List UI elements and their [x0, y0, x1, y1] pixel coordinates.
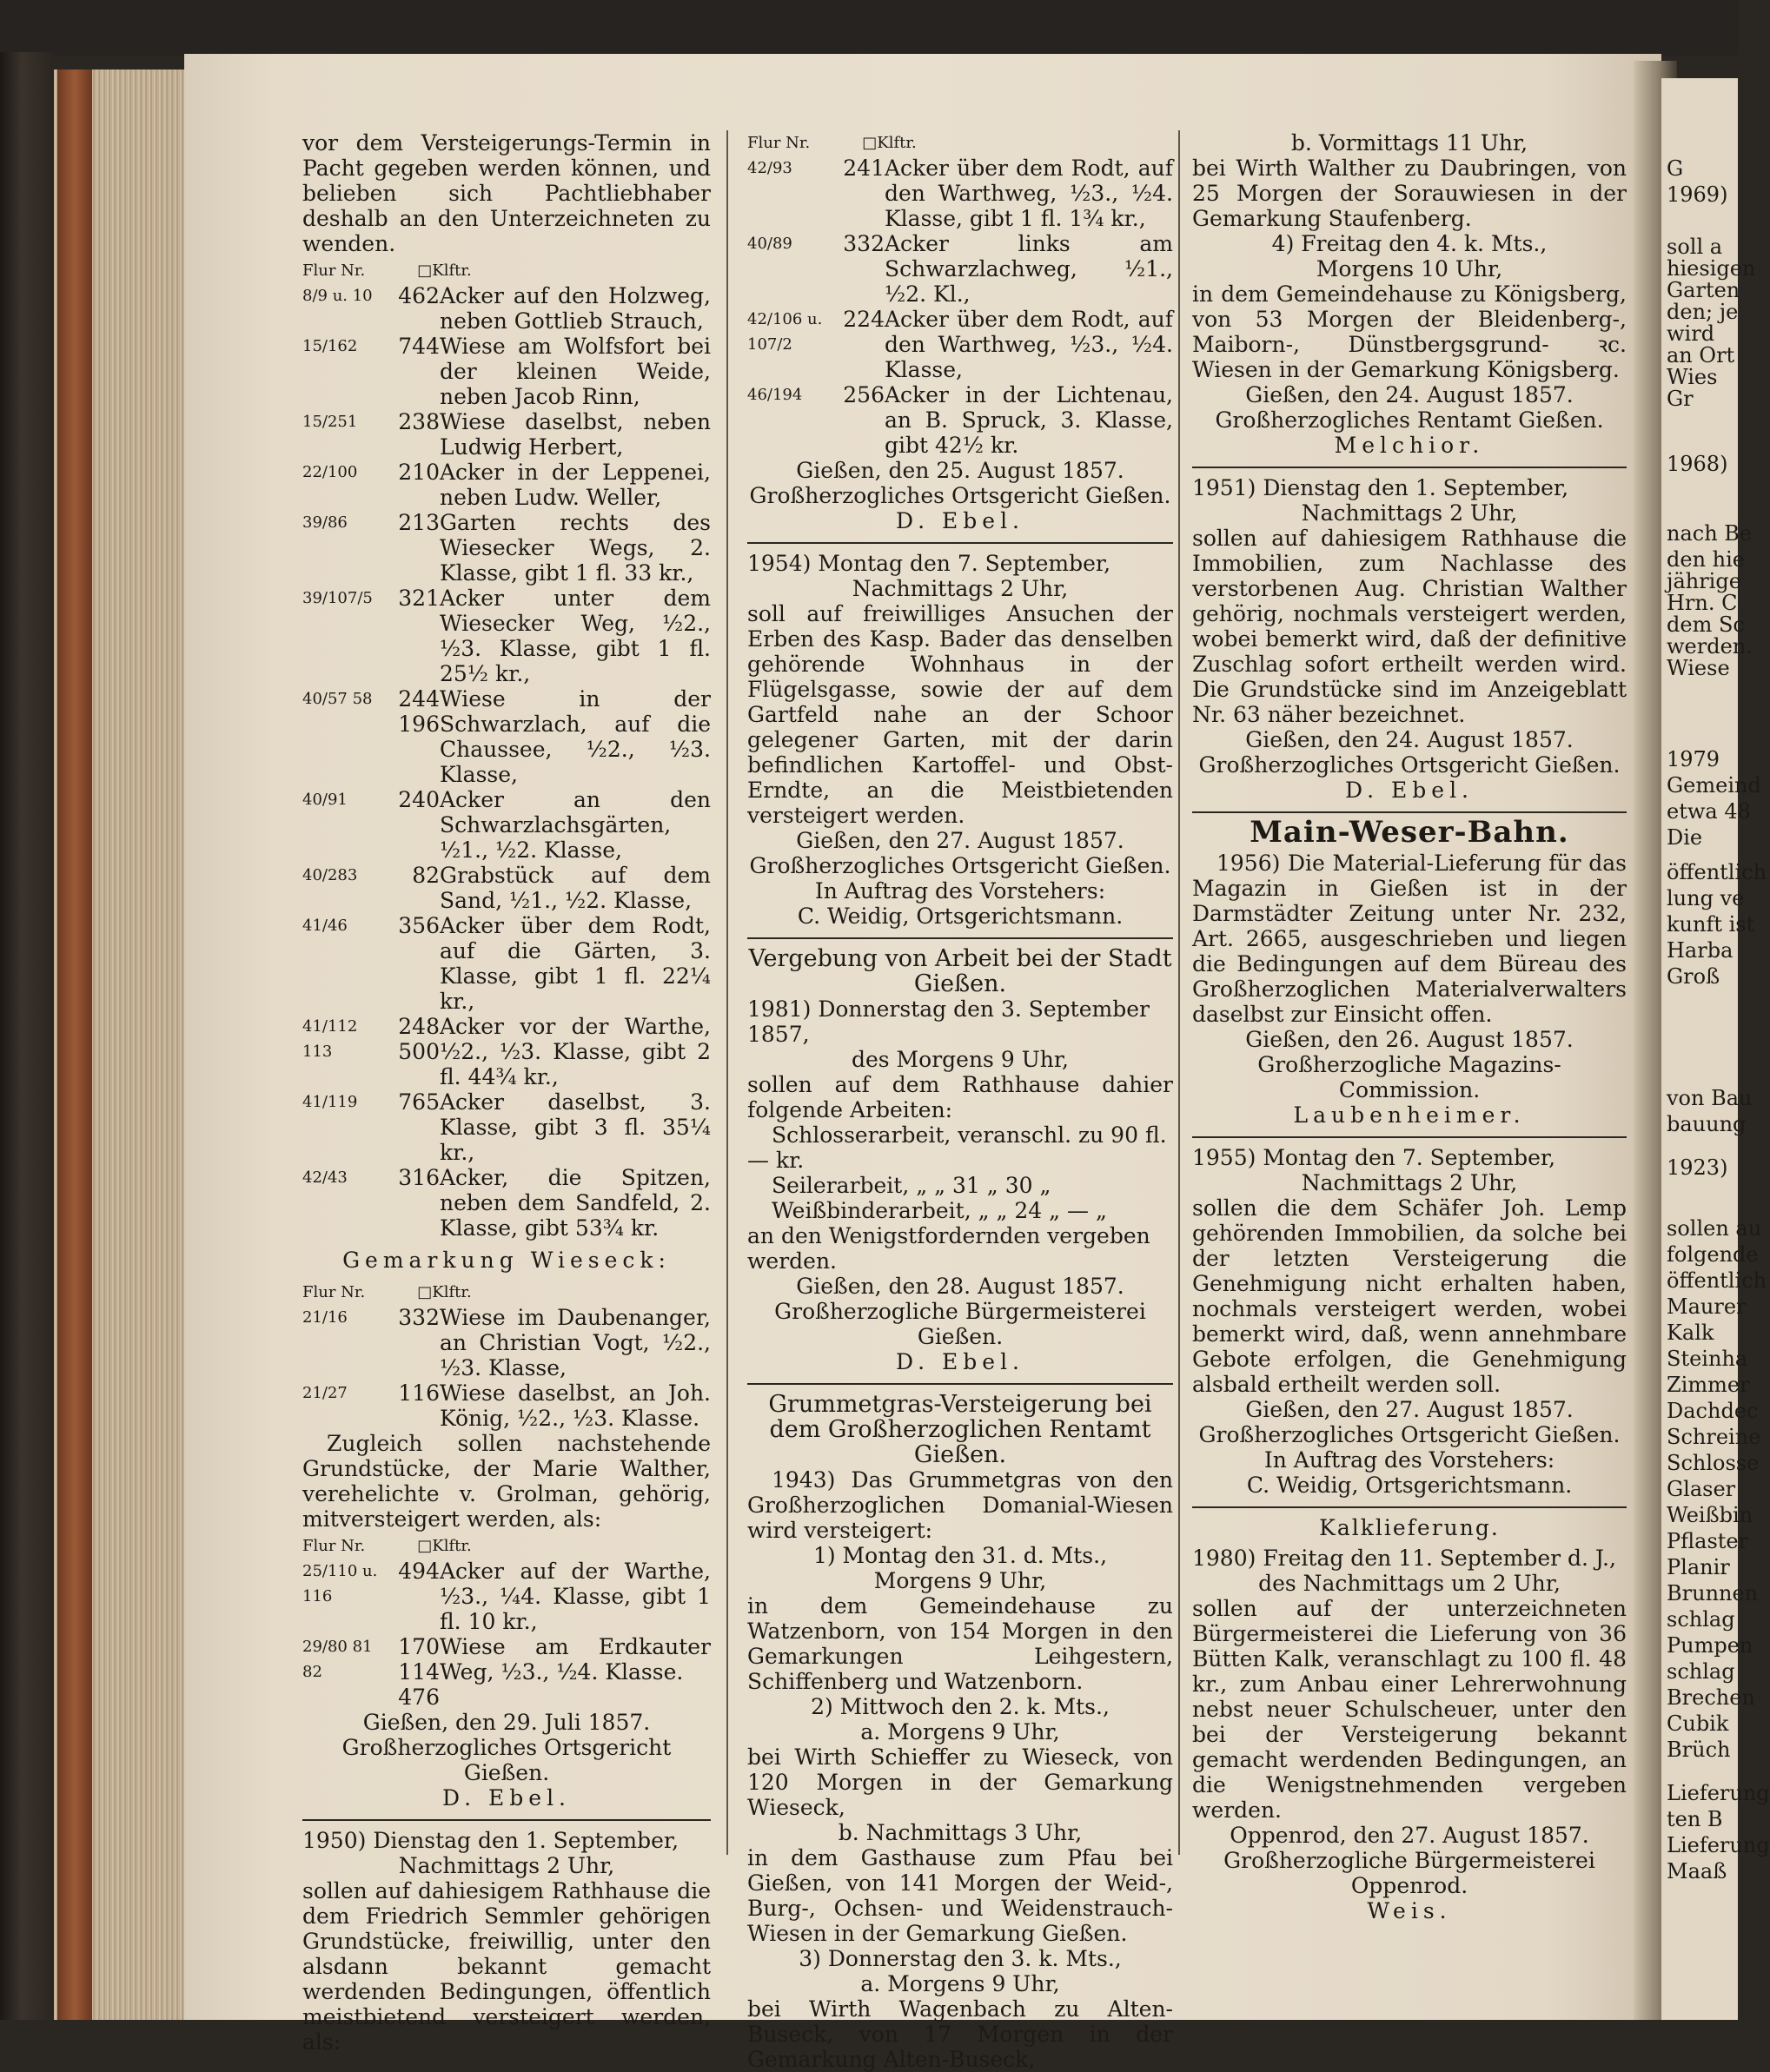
lot-row — [302, 586, 711, 686]
flur-header: Flur Nr. — [747, 134, 811, 152]
lot-row — [302, 1165, 711, 1241]
date-line: Gießen, den 29. Juli 1857. — [362, 1710, 651, 1735]
lot-area: 240 — [398, 787, 440, 812]
g2b-time: b. Nachmittags 3 Uhr, — [838, 1820, 1083, 1845]
area-header: □Klftr. — [417, 1537, 472, 1555]
next-page-fragment: 1969) — [1667, 182, 1728, 207]
column-1 — [302, 130, 711, 2055]
lot-flur-number: 40/89 — [747, 235, 792, 253]
next-page-fragment: den hie — [1667, 547, 1745, 572]
area-header: □Klftr. — [417, 1283, 472, 1301]
lot-description: Wiese daselbst, an Joh. König, ½2., ½3. Klasse. — [440, 1380, 711, 1431]
lot-flur-number: 41/112 113 — [302, 1017, 358, 1061]
next-page-fragment: G — [1667, 156, 1684, 181]
g2b-body: in dem Gasthause zum Pfau bei Gießen, von 141 Morgen der Weid-, Burg-, Ochsen- und Weidenstrauch-Wiesen in der Gemarkung Gießen. — [747, 1845, 1173, 1946]
g3-head: 3) Donnerstag den 3. k. Mts., — [799, 1946, 1122, 1971]
lot-area: 170 114 476 — [398, 1634, 440, 1710]
next-page-fragment: 1923) — [1667, 1155, 1728, 1180]
notice-1950-time: Nachmittags 2 Uhr, — [398, 1853, 615, 1878]
lot-area: 321 — [398, 586, 440, 611]
lot-description: Grabstück auf dem Sand, ½1., ½2. Klasse, — [440, 863, 711, 913]
lot-row — [302, 913, 711, 1014]
lot-flur-number: 25/110 u. 116 — [302, 1562, 378, 1605]
lot-flur-number: 39/86 — [302, 513, 348, 532]
section-title-bahn: Main-Weser-Bahn. — [1250, 815, 1569, 850]
notice-1954-head: 1954) Montag den 7. September, — [747, 551, 1111, 576]
date-line: Gießen, den 26. August 1857. — [1245, 1027, 1574, 1052]
divider — [747, 1383, 1173, 1385]
notice-1951-time: Nachmittags 2 Uhr, — [1301, 500, 1518, 526]
lot-row — [747, 307, 1173, 382]
next-page-fragment: 1968) — [1667, 452, 1728, 476]
column-3 — [1192, 130, 1627, 1923]
next-page-fragment: Steinha — [1667, 1347, 1748, 1371]
g1-body: in dem Gemeindehause zu Watzenborn, von 154 Morgen in den Gemarkungen Leihgestern, Schiffenberg und Watzenborn. — [747, 1593, 1173, 1694]
signer-line: Melchior. — [1334, 433, 1485, 458]
authority-line: Großherzogliches Ortsgericht Gießen. — [1198, 1422, 1621, 1447]
lot-description: Wiese am Wolfsfort bei der kleinen Weide, neben Jacob Rinn, — [440, 334, 711, 409]
section-title-vergebung: Vergebung von Arbeit bei der Stadt Gießen. — [748, 945, 1172, 997]
lot-description: Acker vor der Warthe, ½2., ½3. Klasse, gibt 2 fl. 44¾ kr., — [440, 1014, 711, 1089]
lot-flur-number: 40/57 58 — [302, 690, 373, 708]
next-page-fragment: Pflaster — [1667, 1529, 1749, 1553]
lot-description: Acker, die Spitzen, neben dem Sandfeld, 2. Klasse, gibt 53¾ kr. — [440, 1165, 711, 1241]
area-header: □Klftr. — [862, 134, 917, 152]
notice-1956-body: 1956) Die Material-Lieferung für das Magazin in Gießen ist in der Darmstädter Zeitung unter Nr. 232, Art. 2665, ausgeschrieben und liegen die Bedingungen auf dem Büreau des Großherzoglichen Materialverwalters daselbst zur Einsicht offen. — [1192, 851, 1627, 1027]
next-page-fragment: folgende — [1667, 1242, 1759, 1267]
signer-line: D. Ebel. — [441, 1785, 572, 1811]
lot-area: 332 — [398, 1305, 440, 1330]
book-cover-edge — [0, 52, 54, 2020]
lot-area: 82 — [412, 863, 440, 888]
next-page-fragment: öffentlich — [1667, 1268, 1767, 1293]
authority-line: Großherzogliche Bürgermeisterei Gießen. — [774, 1299, 1146, 1349]
notice-1954-body: soll auf freiwilliges Ansuchen der Erben des Kasp. Bader das denselben gehörende Wohnhaus in der Flügelsgasse, sowie der auf dem Gartfeld nahe an der Schoor gelegener Garten, mit der darin befindlichen Kartoffel- und Obst-Erndte, an die Meistbietenden versteigert werden. — [747, 601, 1173, 828]
signer-line: Laubenheimer. — [1293, 1102, 1526, 1128]
authority-line: Großherzogliches Ortsgericht Gießen. — [341, 1735, 672, 1785]
lot-table — [302, 1559, 711, 1710]
next-page-fragment: Groß — [1667, 964, 1720, 989]
next-page-fragment: etwa 48 — [1667, 799, 1751, 824]
authority-line: Großherzogliche Magazins-Commission. — [1257, 1052, 1561, 1102]
authority-line: Großherzogliches Ortsgericht Gießen. — [1198, 752, 1621, 778]
notice-1955-body: sollen die dem Schäfer Joh. Lemp gehörenden Immobilien, da solche bei der letzten Versteigerung die Genehmigung nicht erhalten haben, nochmals versteigert werden, wobei bemerkt wird, daß, wenn annehmbare Gebote erfolgen, die Genehmigung alsbald ertheilt werden soll. — [1192, 1195, 1627, 1397]
lot-table — [747, 156, 1173, 458]
g3b-time: b. Vormittags 11 Uhr, — [1290, 130, 1528, 156]
next-page-fragment: Kalk — [1667, 1321, 1714, 1345]
date-line: Gießen, den 24. August 1857. — [1245, 382, 1574, 407]
next-page-fragment: sollen au — [1667, 1216, 1762, 1241]
lot-area: 462 — [398, 283, 440, 308]
lot-description: Wiese im Daubenanger, an Christian Vogt, ½2., ½3. Klasse, — [440, 1305, 711, 1380]
next-page-fragment: an Ort — [1667, 343, 1735, 367]
lot-area: 241 — [843, 156, 885, 181]
lot-row — [747, 156, 1173, 231]
next-page-fragment: öffentlich — [1667, 860, 1767, 884]
authority-line: Großherzogliches Ortsgericht Gießen. — [749, 853, 1171, 878]
lot-flur-number: 42/106 u. 107/2 — [747, 310, 823, 354]
lot-description: Acker links am Schwarzlachweg, ½1., ½2. Kl., — [885, 231, 1173, 307]
lot-row — [302, 409, 711, 460]
g2a-body: bei Wirth Schieffer zu Wieseck, von 120 Morgen in der Gemarkung Wieseck, — [747, 1744, 1173, 1820]
next-page-fragment: den; je — [1667, 300, 1739, 324]
lot-row — [747, 382, 1173, 458]
next-page-fragment: wird — [1667, 321, 1715, 346]
lot-row — [302, 1305, 711, 1380]
lot-table-header — [302, 258, 711, 283]
lot-row — [302, 1380, 711, 1431]
lot-flur-number: 42/93 — [747, 159, 792, 177]
lot-table-header — [302, 1533, 711, 1559]
lot-description: Acker über dem Rodt, auf den Warthweg, ½3., ½4. Klasse, gibt 1 fl. 1¾ kr., — [885, 156, 1173, 231]
flur-header: Flur Nr. — [302, 1283, 366, 1301]
lot-description: Acker auf den Holzweg, neben Gottlieb Strauch, — [440, 283, 711, 334]
lot-area: 316 — [398, 1165, 440, 1190]
next-page-fragment: bauung — [1667, 1112, 1747, 1136]
lot-row — [302, 686, 711, 787]
next-page-fragment: Cubik — [1667, 1711, 1729, 1736]
lot-flur-number: 40/283 — [302, 866, 358, 884]
notice-1951-head: 1951) Dienstag den 1. September, — [1192, 475, 1569, 500]
g4-body: in dem Gemeindehause zu Königsberg, von 53 Morgen der Bleidenberg-, Maiborn-, Dünstbergsgrund- ꝛc. Wiesen in der Gemarkung Königsberg. — [1192, 281, 1627, 382]
lot-flur-number: 39/107/5 — [302, 589, 373, 607]
notice-1950-body: sollen auf dahiesigem Rathhause die dem Friedrich Semmler gehörigen Grundstücke, freiwillig, unter den alsdann bekannt gemacht werdenden Bedingungen, öffentlich meistbietend versteigert werden, als: — [302, 1878, 711, 2055]
notice-1951-body: sollen auf dahiesigem Rathhause die Immobilien, zum Nachlasse des verstorbenen Aug. Christian Walther gehörig, nochmals versteigert werden, wobei bemerkt wird, daß der definitive Zuschlag sofort ertheilt werden wird. Die Grundstücke sind im Anzeigeblatt Nr. 63 näher bezeichnet. — [1192, 526, 1627, 727]
notice-1980-body: sollen auf der unterzeichneten Bürgermeisterei die Lieferung von 36 Bütten Kalk, veranschlagt zu 100 fl. 48 kr., zum Anbau einer Lehrerwohnung nebst neuer Schulscheuer, unter den bei der Versteigerung bekannt gemacht werdenden Bedingungen, an die Wenigstnehmenden vergeben werden. — [1192, 1596, 1627, 1823]
next-page-fragment: Lieferung — [1667, 1781, 1770, 1805]
g1-time: Morgens 9 Uhr, — [873, 1568, 1047, 1593]
divider — [302, 1819, 711, 1821]
lot-flur-number: 15/251 — [302, 413, 358, 431]
lot-description: Acker unter dem Wiesecker Weg, ½2., ½3. Klasse, gibt 1 fl. 25½ kr., — [440, 586, 711, 686]
column-2 — [747, 130, 1173, 2072]
next-page-fragment: von Bau — [1667, 1086, 1753, 1110]
signer-line: D. Ebel. — [1344, 778, 1475, 803]
intro-text: vor dem Versteigerungs-Termin in Pacht gegeben werden können, und belieben sich Pachtliebhaber deshalb an den Unterzeichneten zu wenden. — [302, 130, 711, 256]
divider — [1192, 1506, 1627, 1508]
signer-line: D. Ebel. — [895, 508, 1025, 533]
lot-flur-number: 29/80 81 82 — [302, 1638, 373, 1681]
date-line: Gießen, den 28. August 1857. — [796, 1274, 1124, 1299]
next-page-fragment: dem Sc — [1667, 612, 1745, 637]
date-line: Gießen, den 27. August 1857. — [796, 828, 1124, 853]
lot-flur-number: 41/119 — [302, 1093, 358, 1111]
lot-flur-number: 22/100 — [302, 463, 358, 481]
divider — [1192, 1136, 1627, 1138]
lot-table-header — [747, 130, 1173, 156]
next-page-fragment: Schlosse — [1667, 1451, 1760, 1475]
lot-description: Wiese daselbst, neben Ludwig Herbert, — [440, 409, 711, 460]
lot-row — [747, 231, 1173, 307]
lot-description: Acker an den Schwarzlachsgärten, ½1., ½2. Klasse, — [440, 787, 711, 863]
next-page-fragment: soll a — [1667, 235, 1723, 259]
next-page-fragment: nach Be — [1667, 521, 1753, 546]
notice-1980-time: des Nachmittags um 2 Uhr, — [1258, 1571, 1561, 1596]
lot-area: 213 — [398, 510, 440, 535]
lot-flur-number: 42/43 — [302, 1168, 348, 1187]
area-header: □Klftr. — [417, 261, 472, 280]
signer-line: Weis. — [1367, 1898, 1452, 1923]
next-page-fragment: Planir — [1667, 1555, 1730, 1579]
column-rule-2 — [1178, 130, 1180, 1855]
notice-1954-time: Nachmittags 2 Uhr, — [852, 576, 1069, 601]
notice-1980-head: 1980) Freitag den 11. September d. J., — [1192, 1546, 1616, 1571]
date-line: Gießen, den 27. August 1857. — [1245, 1397, 1574, 1422]
lot-row — [302, 1089, 711, 1165]
divider — [1192, 467, 1627, 468]
signer-line: C. Weidig, Ortsgerichtsmann. — [1246, 1473, 1573, 1498]
flur-header: Flur Nr. — [302, 1537, 366, 1555]
next-page-fragment: Zimmer — [1667, 1373, 1750, 1397]
next-page-fragment: Garten — [1667, 278, 1740, 302]
notice-1981-head: 1981) Donnerstag den 3. September 1857, — [747, 996, 1150, 1047]
next-page-fragment: Pumpen — [1667, 1633, 1753, 1658]
g2-head: 2) Mittwoch den 2. k. Mts., — [811, 1694, 1110, 1719]
auftrag-line: In Auftrag des Vorstehers: — [1263, 1447, 1555, 1473]
lot-description: Acker daselbst, 3. Klasse, gibt 3 fl. 35¼ kr., — [440, 1089, 711, 1165]
notice-1981-time: des Morgens 9 Uhr, — [851, 1047, 1070, 1072]
lot-description: Garten rechts des Wiesecker Wegs, 2. Klasse, gibt 1 fl. 33 kr., — [440, 510, 711, 586]
g2a-time: a. Morgens 9 Uhr, — [860, 1719, 1060, 1744]
lot-row — [302, 1559, 711, 1634]
notice-1955-head: 1955) Montag den 7. September, — [1192, 1145, 1556, 1170]
lot-table-header — [302, 1280, 711, 1305]
lot-row — [302, 460, 711, 510]
lot-area: 332 — [843, 231, 885, 256]
next-page-fragment: Dachdec — [1667, 1399, 1759, 1423]
lot-flur-number: 21/27 — [302, 1384, 348, 1402]
notice-1981-body: sollen auf dem Rathhause dahier folgende Arbeiten: — [747, 1072, 1173, 1122]
divider — [747, 937, 1173, 939]
next-page-fragment: Brechen — [1667, 1685, 1755, 1710]
authority-line: Großherzogliches Ortsgericht Gießen. — [749, 483, 1171, 508]
work-item: Weißbinderarbeit, „ „ 24 „ — „ — [772, 1198, 1107, 1223]
next-page-fragment: Wies — [1667, 365, 1718, 389]
lot-area: 256 — [843, 382, 885, 407]
next-page-fragment: Glaser — [1667, 1477, 1736, 1501]
lot-row — [302, 1634, 711, 1710]
next-page-fragment: Hrn. C — [1667, 591, 1738, 615]
next-page-fragment: Maurer — [1667, 1294, 1747, 1319]
column-rule-1 — [726, 130, 728, 1855]
gemarkung-heading: Gemarkung Wieseck: — [342, 1248, 671, 1273]
lot-area: 744 — [398, 334, 440, 359]
lot-description: Acker über dem Rodt, auf die Gärten, 3. Klasse, gibt 1 fl. 22¼ kr., — [440, 913, 711, 1014]
next-page-fragment: Wiese — [1667, 656, 1730, 680]
authority-line: Großherzogliche Bürgermeisterei Oppenrod. — [1223, 1848, 1595, 1898]
g4-time: Morgens 10 Uhr, — [1316, 256, 1503, 281]
work-item: Schlosserarbeit, veranschl. zu 90 fl. — kr. — [747, 1122, 1167, 1173]
signer-line: D. Ebel. — [895, 1349, 1025, 1374]
g3a-time: a. Morgens 9 Uhr, — [860, 1971, 1060, 1996]
next-page-fragment: Brüch — [1667, 1738, 1731, 1762]
lot-row — [302, 283, 711, 334]
lot-flur-number: 41/46 — [302, 917, 348, 935]
lot-area: 765 — [398, 1089, 440, 1115]
divider — [747, 542, 1173, 544]
next-page-fragment: kunft ist — [1667, 912, 1755, 937]
next-page-fragment: Maaß — [1667, 1859, 1727, 1883]
work-item: Seilerarbeit, „ „ 31 „ 30 „ — [772, 1173, 1051, 1198]
lot-flur-number: 21/16 — [302, 1308, 348, 1327]
next-page-fragment: jährige — [1667, 569, 1741, 593]
lot-area: 210 — [398, 460, 440, 485]
lot-description: Acker über dem Rodt, auf den Warthweg, ½3., ½4. Klasse, — [885, 307, 1173, 382]
next-page-fragment: ten B — [1667, 1807, 1723, 1831]
lot-row — [302, 1014, 711, 1089]
date-line: Gießen, den 25. August 1857. — [796, 458, 1124, 483]
lot-area: 244 196 — [398, 686, 440, 737]
notice-1950-head: 1950) Dienstag den 1. September, — [302, 1828, 679, 1853]
lot-description: Acker auf der Warthe, ½3., ¼4. Klasse, gibt 1 fl. 10 kr., — [440, 1559, 711, 1634]
g3b-body: bei Wirth Walther zu Daubringen, von 25 Morgen der Sorauwiesen in der Gemarkung Staufenberg. — [1192, 156, 1627, 231]
next-page-fragment: lung ve — [1667, 886, 1745, 910]
notice-1943-body: 1943) Das Grummetgras von den Großherzoglichen Domanial-Wiesen wird versteigert: — [747, 1467, 1173, 1543]
section-title-kalk: Kalklieferung. — [1319, 1515, 1500, 1540]
lot-table — [302, 283, 711, 1241]
lot-row — [302, 510, 711, 586]
lot-flur-number: 46/194 — [747, 386, 803, 404]
lot-area: 238 — [398, 409, 440, 434]
auftrag-line: In Auftrag des Vorstehers: — [814, 878, 1106, 904]
notice-1955-time: Nachmittags 2 Uhr, — [1301, 1170, 1518, 1195]
next-page-fragment: schlag — [1667, 1607, 1735, 1632]
next-page-fragment: Lieferung — [1667, 1833, 1770, 1857]
lot-area: 116 — [398, 1380, 440, 1406]
date-line: Gießen, den 24. August 1857. — [1245, 727, 1574, 752]
section-title-grummet: Grummetgras-Versteigerung bei dem Großherzoglichen Rentamt Gießen. — [768, 1391, 1152, 1468]
notice-1981-end: an den Wenigstfordernden vergeben werden. — [747, 1223, 1150, 1274]
lot-description: Acker in der Leppenei, neben Ludw. Weller, — [440, 460, 711, 510]
next-page-fragment: Die — [1667, 825, 1703, 850]
lot-area: 248 500 — [398, 1014, 440, 1064]
next-page-fragment: hiesigen — [1667, 256, 1756, 281]
zugleich-text: Zugleich sollen nachstehende Grundstücke, der Marie Walther, verehelichte v. Grolman, gehörig, mitversteigert werden, als: — [302, 1431, 711, 1532]
lot-row — [302, 334, 711, 409]
lot-area: 224 — [843, 307, 885, 332]
next-page-fragment: Gemeind — [1667, 773, 1761, 798]
lot-flur-number: 15/162 — [302, 337, 358, 355]
g4-head: 4) Freitag den 4. k. Mts., — [1271, 231, 1548, 256]
lot-table — [302, 1305, 711, 1431]
next-page-fragment: Harba — [1667, 938, 1734, 963]
next-page-fragment: 1979 — [1667, 747, 1720, 771]
next-page-fragment: Weißbin — [1667, 1503, 1753, 1527]
lot-flur-number: 8/9 u. 10 — [302, 287, 373, 305]
next-page-fragment: Brunnen — [1667, 1581, 1759, 1605]
lot-description: Acker in der Lichtenau, an B. Spruck, 3. Klasse, gibt 42½ kr. — [885, 382, 1173, 458]
next-page-fragment: werden. — [1667, 634, 1753, 659]
lot-flur-number: 40/91 — [302, 791, 348, 809]
signer-line: C. Weidig, Ortsgerichtsmann. — [797, 904, 1124, 929]
next-page-fragment: Schreine — [1667, 1425, 1761, 1449]
lot-description: Wiese in der Schwarzlach, auf die Chaussee, ½2., ½3. Klasse, — [440, 686, 711, 787]
authority-line: Großherzogliches Rentamt Gießen. — [1215, 407, 1604, 433]
lot-area: 494 — [398, 1559, 440, 1584]
g1-head: 1) Montag den 31. d. Mts., — [812, 1543, 1108, 1568]
next-page-fragment: schlag — [1667, 1659, 1735, 1684]
background-top — [0, 0, 1738, 56]
lot-area: 356 — [398, 913, 440, 938]
right-page-fragment — [1661, 78, 1770, 2020]
leather-binding — [57, 70, 92, 2020]
lot-row — [302, 863, 711, 913]
lot-description: Wiese am Erdkauter Weg, ½3., ½4. Klasse. — [440, 1634, 711, 1685]
g3a-body: bei Wirth Wagenbach zu Alten-Buseck, von 17 Morgen in der Gemarkung Alten-Buseck, — [747, 1996, 1173, 2072]
next-page-fragment: Gr — [1667, 387, 1694, 411]
divider — [1192, 811, 1627, 813]
lot-row — [302, 787, 711, 863]
date-line: Oppenrod, den 27. August 1857. — [1230, 1823, 1589, 1848]
flur-header: Flur Nr. — [302, 261, 366, 280]
